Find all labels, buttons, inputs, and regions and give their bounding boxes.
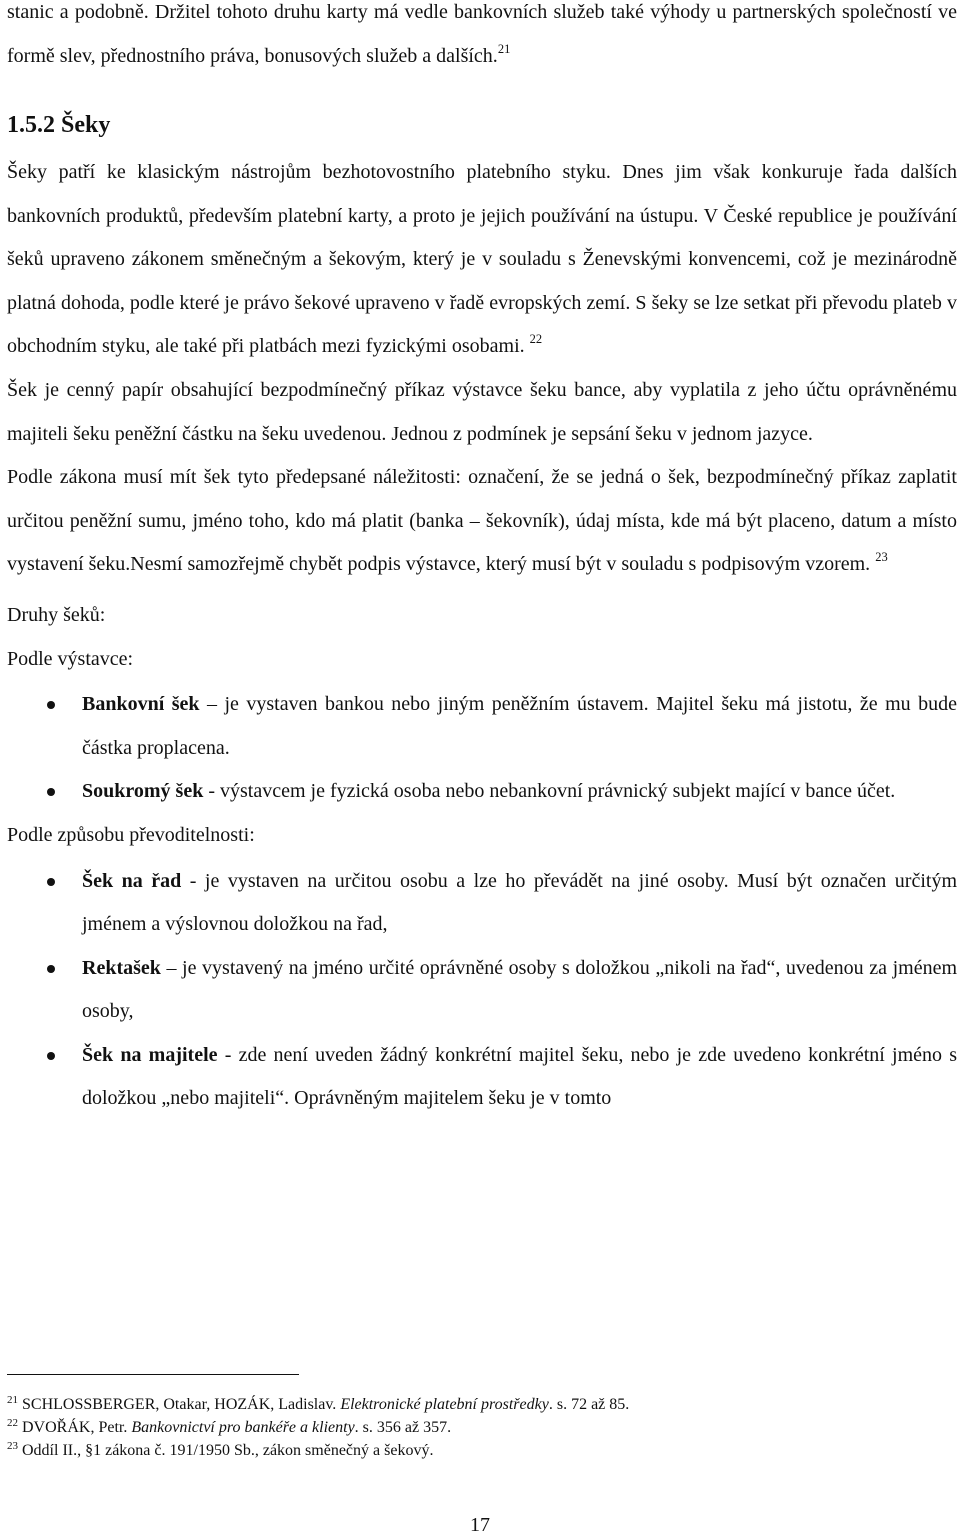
list-item xyxy=(7,947,957,1034)
list-item xyxy=(7,770,957,814)
list-text: - zde není uveden žádný konkrétní majitel šeku, nebo je zde uvedeno konkrétní jméno s doložkou „nebo majiteli“. Oprávněným majitelem šeku je v tomto xyxy=(82,1043,957,1110)
page-number: 17 xyxy=(470,1514,490,1536)
bullet-icon xyxy=(47,701,55,709)
footnote-title: Elektronické platební prostředky xyxy=(340,1396,549,1413)
list-text: - výstavcem je fyzická osoba nebo nebankovní právnický subjekt mající v bance účet. xyxy=(203,780,896,803)
bullet-icon xyxy=(47,1052,55,1060)
list-term: Rektašek xyxy=(82,956,161,979)
footnotes xyxy=(7,1374,957,1462)
list-text: – je vystaven bankou nebo jiným peněžním ústavem. Majitel šeku má jistotu, že mu bude částka proplacena. xyxy=(82,693,957,759)
footnote-authors: Oddíl II., §1 zákona č. 191/1950 Sb., zákon směnečný a šekový. xyxy=(22,1442,434,1459)
paragraph-cards-continued xyxy=(7,0,957,78)
footnote-title: Bankovnictví pro bankéře a klienty xyxy=(131,1419,355,1436)
list-term: Bankovní šek xyxy=(82,693,200,716)
footnote-divider xyxy=(7,1374,299,1375)
footnote-number: 22 xyxy=(7,1417,18,1429)
paragraph-requirements xyxy=(7,456,957,587)
footnote xyxy=(7,1416,957,1439)
list-item xyxy=(7,1034,957,1121)
paragraph-text: Šeky patří ke klasickým nástrojům bezhotovostního platebního styku. Dnes jim však konkuruje řada dalších bankovních produktů, především platební karty, a proto je jejich používání na ústupu. V České republice je používání šeků upraveno zákonem směnečným a šekovým, který je v souladu s Ženevskými konvencemi, což je mezinárodně platná dohoda, podle které je právo šekové upraveno v řadě evropských zemí. S šeky se lze setkat při převodu plateb v obchodním styku, ale také při platbách mezi fyzickými osobami. xyxy=(7,161,957,358)
footnote xyxy=(7,1439,957,1462)
footnote-authors: SCHLOSSBERGER, Otakar, HOZÁK, Ladislav. xyxy=(22,1396,341,1413)
footnote-ref[interactable]: 23 xyxy=(875,550,888,565)
footnote-pages: . s. 72 až 85. xyxy=(548,1396,630,1413)
list-item xyxy=(7,683,957,770)
list-term: Soukromý šek xyxy=(82,780,204,803)
paragraph-text: Podle zákona musí mít šek tyto předepsané náležitosti: označení, že se jedná o šek, bezpodmínečný příkaz zaplatit určitou peněžní sumu, jméno toho, kdo má platit (banka – šekovník), údaj místa, kde má být placeno, datum a místo vystavení šeku.Nesmí samozřejmě chybět podpis výstavce, který musí být v souladu s podpisovým vzorem. xyxy=(7,466,957,576)
paragraph-text: stanic a podobně. Držitel tohoto druhu karty má vedle bankovních služeb také výhody u partnerských společností ve formě slev, přednostního práva, bonusových služeb a dalších. xyxy=(7,1,957,67)
list-text: - je vystaven na určitou osobu a lze ho převádět na jiné osoby. Musí být označen určitým jménem a výslovnou doložkou na řad, xyxy=(82,869,958,936)
footnote-authors: DVOŘÁK, Petr. xyxy=(22,1419,132,1436)
list-term: Šek na majitele xyxy=(82,1043,218,1066)
list-by-transferability xyxy=(7,860,957,1122)
footnote-pages: . s. 356 až 357. xyxy=(354,1419,452,1436)
paragraph-definition: Šek je cenný papír obsahující bezpodmínečný příkaz výstavce šeku bance, aby vyplatila z jeho účtu oprávněnému majiteli šeku peněžní částku na šeku uvedenou. Jednou z podmínek je sepsání šeku v jednom jazyce. xyxy=(7,378,957,445)
list-by-issuer xyxy=(7,683,957,814)
footnote-number: 21 xyxy=(7,1394,18,1406)
list-term: Šek na řad xyxy=(82,869,182,892)
bullet-icon xyxy=(47,788,55,796)
footnote-ref[interactable]: 21 xyxy=(497,41,511,56)
list-item xyxy=(7,860,957,947)
footnote-ref[interactable]: 22 xyxy=(529,332,543,347)
bullet-icon xyxy=(47,878,55,886)
section-body xyxy=(7,151,957,1121)
footnote xyxy=(7,1393,957,1416)
bullet-icon xyxy=(47,965,55,973)
section-heading: 1.5.2 Šeky xyxy=(7,112,111,138)
list-text: – je vystavený na jméno určité oprávněné osoby s doložkou „nikoli na řad“, uvedenou za jménem osoby, xyxy=(82,956,957,1023)
paragraph-intro xyxy=(7,151,957,369)
footnote-number: 23 xyxy=(7,1440,18,1452)
label-types: Druhy šeků: xyxy=(7,603,106,626)
label-by-transferability: Podle způsobu převoditelnosti: xyxy=(7,823,255,846)
label-by-issuer: Podle výstavce: xyxy=(7,647,134,670)
